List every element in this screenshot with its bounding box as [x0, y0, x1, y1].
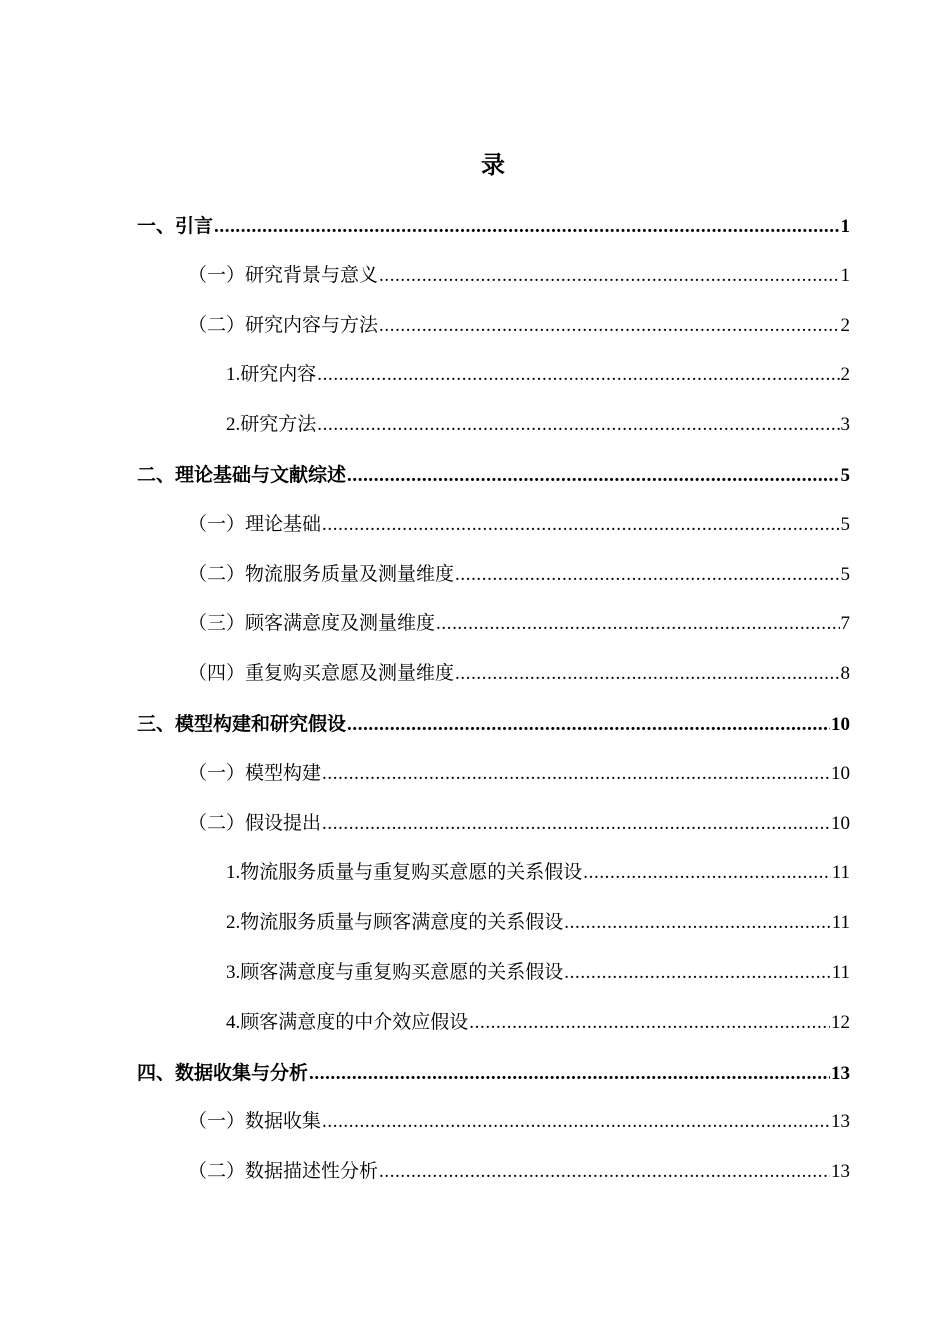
- toc-entry-number: 三、: [137, 713, 176, 735]
- toc-entry-page-number: 10: [831, 813, 850, 834]
- dot-leader: [564, 908, 830, 938]
- toc-entry[interactable]: [226, 908, 850, 938]
- toc-entry-label: （二）物流服务质量及测量维度: [188, 564, 455, 585]
- dot-leader: [436, 609, 839, 639]
- dot-leader: [322, 510, 839, 540]
- toc-entry-label: 引言: [175, 215, 214, 237]
- toc-entry-label: （二）假设提出: [188, 813, 322, 834]
- toc-entry-label: 模型构建和研究假设: [175, 713, 347, 735]
- toc-entry[interactable]: [226, 958, 850, 988]
- toc-entry-page-number: 10: [831, 714, 850, 735]
- toc-entry-label: （一）研究背景与意义: [188, 265, 379, 286]
- toc-entry-page-number: 5: [840, 465, 850, 486]
- toc-entry-label: （三）顾客满意度及测量维度: [188, 613, 436, 634]
- toc-entry-page-number: 13: [831, 1111, 850, 1132]
- dot-leader: [379, 311, 839, 341]
- toc-entry-page-number: 1: [840, 216, 850, 237]
- toc-entry-label: 2.研究方法: [226, 414, 317, 435]
- toc-entry-page-number: 8: [840, 663, 850, 684]
- toc-entry[interactable]: [188, 809, 850, 839]
- toc-entry[interactable]: [188, 1157, 850, 1187]
- toc-entry-page-number: 2: [840, 315, 850, 336]
- dot-leader: [379, 1157, 830, 1187]
- dot-leader: [322, 1107, 830, 1137]
- toc-entry-page-number: 2: [840, 364, 850, 385]
- toc-entry[interactable]: [188, 261, 850, 291]
- toc-entry-number: 四、: [137, 1062, 176, 1084]
- toc-entry[interactable]: [226, 1008, 850, 1038]
- dot-leader: [322, 759, 830, 789]
- toc-entry[interactable]: [137, 709, 850, 739]
- toc-entry-page-number: 1: [840, 265, 850, 286]
- dot-leader: [347, 710, 830, 740]
- toc-entry[interactable]: [137, 1058, 850, 1088]
- toc-entry[interactable]: [188, 759, 850, 789]
- dot-leader: [469, 1008, 830, 1038]
- toc-entry-page-number: 11: [831, 862, 850, 883]
- toc-title: 录: [481, 151, 505, 179]
- dot-leader: [379, 261, 839, 291]
- toc-entry[interactable]: [226, 858, 850, 888]
- dot-leader: [322, 809, 830, 839]
- toc-entry-page-number: 13: [831, 1161, 850, 1182]
- toc-entry-label: 3.顾客满意度与重复购买意愿的关系假设: [226, 962, 564, 983]
- toc-entry-label: （一）模型构建: [188, 763, 322, 784]
- toc-entry[interactable]: [137, 460, 850, 490]
- toc-entry[interactable]: [188, 659, 850, 689]
- toc-entry-page-number: 13: [831, 1063, 850, 1084]
- toc-entry-label: （四）重复购买意愿及测量维度: [188, 663, 455, 684]
- toc-entry[interactable]: [188, 311, 850, 341]
- toc-entry[interactable]: [137, 211, 850, 241]
- toc-entry-page-number: 11: [831, 912, 850, 933]
- dot-leader: [309, 1059, 830, 1089]
- toc-entry-label: 2.物流服务质量与顾客满意度的关系假设: [226, 912, 564, 933]
- toc-entry-label: 数据收集与分析: [175, 1062, 309, 1084]
- toc-entry[interactable]: [188, 560, 850, 590]
- toc-entry-label: （二）数据描述性分析: [188, 1161, 379, 1182]
- toc-entry-number: 一、: [137, 215, 176, 237]
- toc-entry-page-number: 7: [840, 613, 850, 634]
- toc-entry-page-number: 5: [840, 514, 850, 535]
- toc-entry-page-number: 12: [831, 1012, 850, 1033]
- toc-entry-label: 1.研究内容: [226, 364, 317, 385]
- toc-entry-label: 1.物流服务质量与重复购买意愿的关系假设: [226, 862, 583, 883]
- toc-entry-page-number: 5: [840, 564, 850, 585]
- toc-entry-number: 二、: [137, 464, 176, 486]
- toc-entry-page-number: 3: [840, 414, 850, 435]
- toc-entry-label: （一）数据收集: [188, 1111, 322, 1132]
- dot-leader: [214, 212, 839, 242]
- dot-leader: [317, 410, 839, 440]
- toc-entry[interactable]: [188, 510, 850, 540]
- dot-leader: [455, 659, 839, 689]
- toc-entry-label: （二）研究内容与方法: [188, 315, 379, 336]
- dot-leader: [564, 958, 830, 988]
- dot-leader: [347, 461, 839, 491]
- toc-entry[interactable]: [188, 1107, 850, 1137]
- toc-entry[interactable]: [226, 360, 850, 390]
- toc-entry-page-number: 11: [831, 962, 850, 983]
- dot-leader: [583, 858, 830, 888]
- toc-entry[interactable]: [188, 609, 850, 639]
- dot-leader: [317, 360, 839, 390]
- toc-entry-label: 理论基础与文献综述: [175, 464, 347, 486]
- dot-leader: [455, 560, 839, 590]
- toc-entry[interactable]: [226, 410, 850, 440]
- toc-entry-page-number: 10: [831, 763, 850, 784]
- toc-entry-label: 4.顾客满意度的中介效应假设: [226, 1012, 469, 1033]
- toc-entry-label: （一）理论基础: [188, 514, 322, 535]
